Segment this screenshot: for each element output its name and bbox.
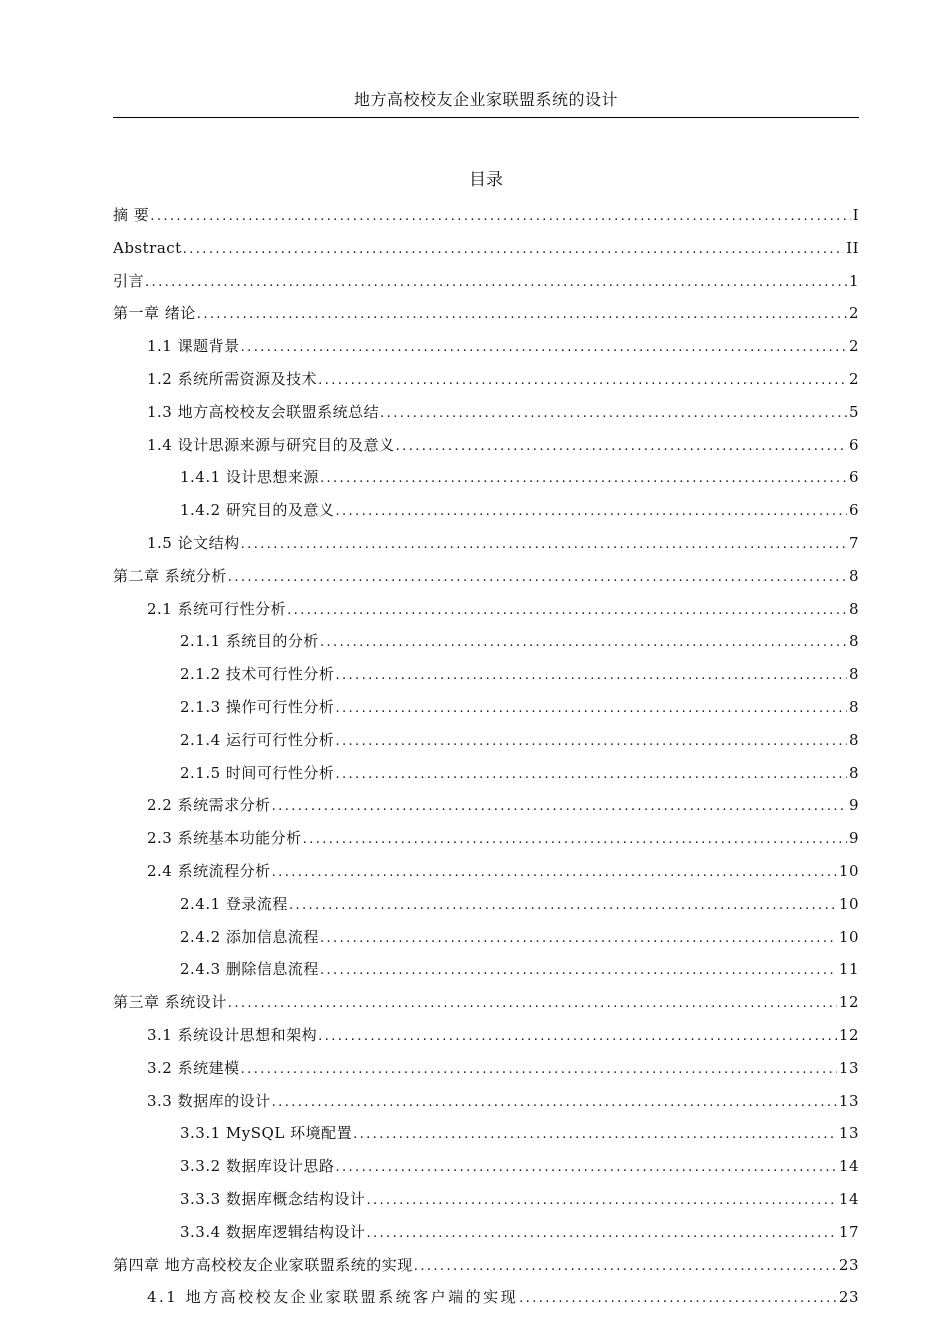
toc-entry-page: 2 <box>848 337 859 356</box>
toc-entry-page: 10 <box>838 861 859 880</box>
toc-entry-label: 2.1.3 操作可行性分析 <box>180 697 335 716</box>
toc-entry-page: 8 <box>848 599 859 618</box>
toc-entry-label: 2.4.3 删除信息流程 <box>180 960 319 979</box>
toc-entry-page: 8 <box>848 632 859 651</box>
toc-title: 目录 <box>469 170 503 190</box>
toc-entry[interactable] <box>113 199 859 232</box>
toc-dot-leader <box>366 1185 836 1218</box>
toc-entry-label: 2.2 系统需求分析 <box>147 796 271 815</box>
toc-entry[interactable] <box>113 757 859 790</box>
toc-entry-page: 8 <box>848 697 859 716</box>
toc-entry[interactable] <box>113 1183 859 1216</box>
toc-entry-page: 10 <box>838 894 859 913</box>
toc-entry-label: 3.1 系统设计思想和架构 <box>147 1025 318 1044</box>
toc-entry-page: 2 <box>848 369 859 388</box>
toc-entry-label: 4.1 地方高校校友企业家联盟系统客户端的实现 <box>147 1288 519 1307</box>
toc-dot-leader <box>396 431 847 464</box>
toc-entry[interactable] <box>113 1281 859 1314</box>
toc-entry-page: 14 <box>838 1157 859 1176</box>
toc-dot-leader <box>287 595 847 628</box>
toc-entry[interactable] <box>113 986 859 1019</box>
toc-entry[interactable] <box>113 593 859 626</box>
toc-entry-page: 6 <box>848 501 859 520</box>
toc-entry-label: 2.1 系统可行性分析 <box>147 599 287 618</box>
toc-entry[interactable] <box>113 1085 859 1118</box>
toc-dot-leader <box>272 791 847 824</box>
toc-entry-page: 1 <box>848 271 859 290</box>
toc-entry[interactable] <box>113 1216 859 1249</box>
toc-dot-leader <box>197 299 847 332</box>
toc-entry-label: 引言 <box>113 271 145 290</box>
toc-dot-leader <box>241 1054 837 1087</box>
toc-entry[interactable] <box>113 1150 859 1183</box>
toc-entry-page: 8 <box>848 566 859 585</box>
toc-entry[interactable] <box>113 855 859 888</box>
toc-entry-page: 5 <box>848 402 859 421</box>
toc-entry[interactable] <box>113 625 859 658</box>
toc-entry[interactable] <box>113 822 859 855</box>
toc-entry-page: 8 <box>848 763 859 782</box>
toc-dot-leader <box>241 529 847 562</box>
toc-entry-page: 13 <box>838 1091 859 1110</box>
toc-dot-leader <box>335 660 847 693</box>
toc-entry[interactable] <box>113 363 859 396</box>
toc-entry-page: 23 <box>838 1255 859 1274</box>
toc-entry-page: 11 <box>838 960 859 979</box>
toc-entry[interactable] <box>113 396 859 429</box>
header-rule <box>113 117 859 118</box>
toc-entry-label: 2.4.1 登录流程 <box>180 894 288 913</box>
running-header: 地方高校校友企业家联盟系统的设计 <box>353 90 618 109</box>
toc-entry[interactable] <box>113 265 859 298</box>
toc-dot-leader <box>335 693 847 726</box>
toc-entry[interactable] <box>113 527 859 560</box>
toc-dot-leader <box>289 890 837 923</box>
toc-entry-label: 2.3 系统基本功能分析 <box>147 829 302 848</box>
toc-entry-label: 3.3.1 MySQL 环境配置 <box>180 1124 353 1143</box>
toc-entry-label: 1.2 系统所需资源及技术 <box>147 369 318 388</box>
toc-dot-leader <box>320 923 837 956</box>
toc-entry[interactable] <box>113 658 859 691</box>
toc-dot-leader <box>241 332 847 365</box>
toc-entry-label: 1.4 设计思源来源与研究目的及意义 <box>147 435 395 454</box>
toc-entry-label: Abstract <box>113 238 182 257</box>
toc-entry[interactable] <box>113 232 859 265</box>
toc-entry-label: 1.1 课题背景 <box>147 337 240 356</box>
toc-entry-page: 12 <box>838 1025 859 1044</box>
toc-entry-page: 9 <box>848 829 859 848</box>
toc-entry-label: 第一章 绪论 <box>113 304 196 323</box>
toc-entry-label: 3.3 数据库的设计 <box>147 1091 271 1110</box>
toc-dot-leader <box>272 1087 837 1120</box>
toc-entry-page: 6 <box>848 435 859 454</box>
toc-entry-label: 第二章 系统分析 <box>113 566 227 585</box>
toc-entry-label: 2.1.4 运行可行性分析 <box>180 730 335 749</box>
toc-entry-page: 2 <box>848 304 859 323</box>
toc-entry-page: 7 <box>848 533 859 552</box>
toc-entry-page: 10 <box>838 927 859 946</box>
table-of-contents <box>113 199 859 1314</box>
toc-dot-leader <box>335 1152 836 1185</box>
toc-entry[interactable] <box>113 461 859 494</box>
toc-entry-label: 2.4 系统流程分析 <box>147 861 271 880</box>
toc-dot-leader <box>320 463 847 496</box>
toc-entry[interactable] <box>113 691 859 724</box>
toc-entry[interactable] <box>113 1052 859 1085</box>
toc-dot-leader <box>150 201 850 234</box>
toc-dot-leader <box>414 1251 837 1284</box>
toc-entry[interactable] <box>113 1019 859 1052</box>
toc-entry-label: 3.2 系统建模 <box>147 1058 240 1077</box>
toc-entry-page: 8 <box>848 665 859 684</box>
toc-entry-label: 2.1.1 系统目的分析 <box>180 632 319 651</box>
toc-entry[interactable] <box>113 330 859 363</box>
toc-entry-page: 17 <box>838 1222 859 1241</box>
toc-dot-leader <box>519 1283 837 1316</box>
toc-entry-label: 1.4.1 设计思想来源 <box>180 468 319 487</box>
toc-dot-leader <box>366 1218 836 1251</box>
toc-entry[interactable] <box>113 789 859 822</box>
toc-entry[interactable] <box>113 494 859 527</box>
toc-entry-page: I <box>852 206 859 224</box>
toc-entry-page: 12 <box>838 993 859 1012</box>
toc-entry-page: 6 <box>848 468 859 487</box>
toc-dot-leader <box>335 726 847 759</box>
toc-dot-leader <box>183 234 844 267</box>
toc-entry-page: 13 <box>838 1124 859 1143</box>
toc-entry[interactable] <box>113 1249 859 1282</box>
toc-entry-page: 8 <box>848 730 859 749</box>
toc-dot-leader <box>318 365 847 398</box>
toc-dot-leader <box>320 955 837 988</box>
toc-entry-label: 第四章 地方高校校友企业家联盟系统的实现 <box>113 1255 413 1274</box>
toc-entry-label: 1.3 地方高校校友会联盟系统总结 <box>147 402 380 421</box>
toc-dot-leader <box>303 824 847 857</box>
toc-entry-label: 2.1.5 时间可行性分析 <box>180 763 335 782</box>
toc-entry-page: 23 <box>838 1288 859 1307</box>
toc-entry-page: II <box>846 238 859 257</box>
toc-entry[interactable] <box>113 1117 859 1150</box>
toc-entry[interactable] <box>113 724 859 757</box>
toc-dot-leader <box>353 1119 837 1152</box>
toc-entry[interactable] <box>113 297 859 330</box>
toc-entry[interactable] <box>113 921 859 954</box>
toc-dot-leader <box>272 857 837 890</box>
toc-entry-label: 2.1.2 技术可行性分析 <box>180 665 335 684</box>
toc-entry-label: 3.3.3 数据库概念结构设计 <box>180 1189 366 1208</box>
toc-dot-leader <box>318 1021 837 1054</box>
toc-entry-label: 1.4.2 研究目的及意义 <box>180 501 335 520</box>
toc-entry[interactable] <box>113 953 859 986</box>
toc-dot-leader <box>320 627 847 660</box>
toc-dot-leader <box>335 759 847 792</box>
toc-dot-leader <box>145 267 847 300</box>
toc-entry[interactable] <box>113 888 859 921</box>
toc-entry-page: 13 <box>838 1058 859 1077</box>
toc-entry-label: 第三章 系统设计 <box>113 993 227 1012</box>
toc-entry[interactable] <box>113 429 859 462</box>
toc-entry-label: 3.3.2 数据库设计思路 <box>180 1157 335 1176</box>
toc-dot-leader <box>380 398 847 431</box>
toc-entry-label: 摘 要 <box>113 206 150 224</box>
toc-dot-leader <box>335 496 847 529</box>
toc-entry[interactable] <box>113 560 859 593</box>
toc-entry-page: 14 <box>838 1189 859 1208</box>
toc-dot-leader <box>228 562 847 595</box>
toc-entry-page: 9 <box>848 796 859 815</box>
toc-entry-label: 3.3.4 数据库逻辑结构设计 <box>180 1222 366 1241</box>
toc-entry-label: 2.4.2 添加信息流程 <box>180 927 319 946</box>
toc-entry-label: 1.5 论文结构 <box>147 533 240 552</box>
toc-dot-leader <box>228 988 837 1021</box>
